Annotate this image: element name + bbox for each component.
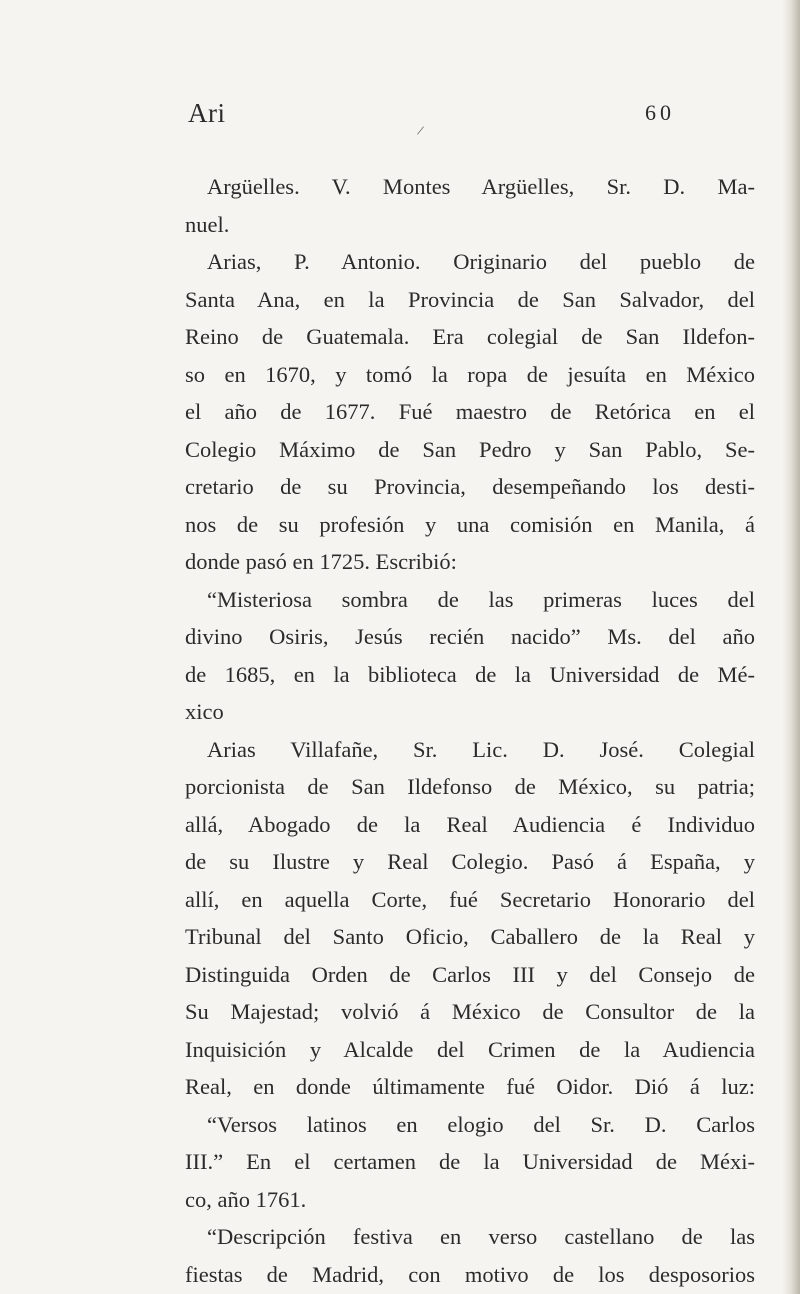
text-line: Inquisición y Alcalde del Crimen de la Audiencia xyxy=(185,1036,755,1062)
text-line: de su Ilustre y Real Colegio. Pasó á España, y xyxy=(185,849,755,874)
text-line: Distinguida Orden de Carlos III y del Consejo de xyxy=(185,961,755,987)
running-head: Ari xyxy=(188,98,226,128)
text-line: “Descripción festiva en verso castellano de las xyxy=(207,1224,755,1249)
page-number: 60 xyxy=(645,100,675,125)
text-line: el año de 1677. Fué maestro de Retórica en el xyxy=(185,399,755,424)
text-line: III.” En el certamen de la Universidad de Méxi- xyxy=(185,1149,755,1174)
text-line: “Misteriosa sombra de las primeras luces del xyxy=(207,586,755,612)
text-line: Arias Villafañe, Sr. Lic. D. José. Colegial xyxy=(207,736,755,762)
text-line: divino Osiris, Jesús recién nacido” Ms. del año xyxy=(185,624,755,649)
text-line: so en 1670, y tomó la ropa de jesuíta en México xyxy=(185,361,755,387)
text-line: nuel. xyxy=(185,211,230,237)
text-line: porcionista de San Ildefonso de México, su patria; xyxy=(185,774,755,799)
text-line: Reino de Guatemala. Era colegial de San Ildefon- xyxy=(185,324,755,349)
text-line: Argüelles. V. Montes Argüelles, Sr. D. Ma- xyxy=(207,174,755,199)
text-line: co, año 1761. xyxy=(185,1186,307,1212)
text-line: Colegio Máximo de San Pedro y San Pablo, Se- xyxy=(185,436,755,462)
text-line: de 1685, en la biblioteca de la Universidad de Mé- xyxy=(185,661,755,687)
text-line: Tribunal del Santo Oficio, Caballero de la Real y xyxy=(185,924,755,949)
text-line: “Versos latinos en elogio del Sr. D. Carlos xyxy=(207,1111,755,1137)
text-line: xico xyxy=(185,699,224,724)
stray-mark: / xyxy=(415,123,425,140)
text-line: cretario de su Provincia, desempeñando los desti- xyxy=(185,474,755,499)
text-line: Arias, P. Antonio. Originario del pueblo de xyxy=(207,249,755,274)
text-line: Santa Ana, en la Provincia de San Salvador, del xyxy=(185,286,755,312)
text-line: Su Majestad; volvió á México de Consultor de la xyxy=(185,999,755,1024)
text-line: fiestas de Madrid, con motivo de los desposorios xyxy=(185,1261,755,1287)
page-edge-shadow xyxy=(782,0,800,1294)
text-line: Real, en donde últimamente fué Oidor. Dió á luz: xyxy=(185,1074,755,1099)
body-text xyxy=(185,168,755,1293)
text-line: allá, Abogado de la Real Audiencia é Individuo xyxy=(185,811,755,837)
text-line: donde pasó en 1725. Escribió: xyxy=(185,549,457,574)
text-line: nos de su profesión y una comisión en Manila, á xyxy=(185,511,755,537)
text-line: allí, en aquella Corte, fué Secretario Honorario del xyxy=(185,886,755,912)
